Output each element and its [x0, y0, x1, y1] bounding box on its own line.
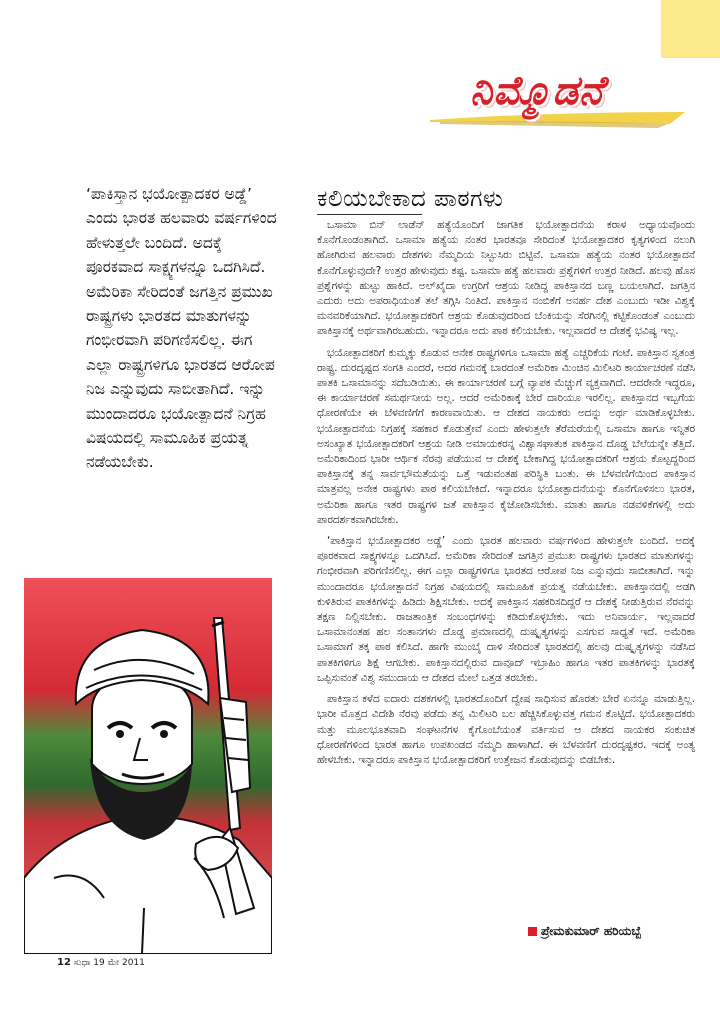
page-folio: [57, 957, 145, 968]
author-name: ಪ್ರೇಮಕುಮಾರ್ ಹರಿಯಬ್ಬೆ: [541, 924, 642, 938]
article-paragraph: ಒಸಾಮಾ ಬಿನ್ ಲಾಡೆನ್ ಹತ್ಯೆಯೊಂದಿಗೆ ಜಾಗತಿಕ ಭಯೋತ್ಪಾದನೆಯ ಕರಾಳ ಅಧ್ಯಾಯವೊಂದು ಕೊನೆಗೊಂಡಂತಾಗಿದೆ. ಒಸಾಮಾ ಹತ್ಯೆಯ ನಂತರ ಭಾರತವೂ ಸೇರಿದಂತೆ ಭಯೋತ್ಪಾದಕರ ಕೃತ್ಯಗಳಿಂದ ನಲುಗಿ ಹೋಗಿರುವ ಹಲವಾರು ದೇಶಗಳು ನೆಮ್ಮದಿಯ ನಿಟ್ಟುಸಿರು ಬಿಟ್ಟಿವೆ. ಒಸಾಮಾ ಹತ್ಯೆಯ ನಂತರ ಭಯೋತ್ಪಾದನೆ ಕೊನೆಗೊಳ್ಳುವುದೇ? ಉತ್ತರ ಹೇಳುವುದು ಕಷ್ಟ. ಒಸಾಮಾ ಹತ್ಯೆ ಹಲವಾರು ಪ್ರಶ್ನೆಗಳಿಗೆ ಉತ್ತರ ನೀಡಿದೆ. ಹಲವು ಹೊಸ ಪ್ರಶ್ನೆಗಳನ್ನು ಹುಟ್ಟು ಹಾಕಿದೆ. ಅಲ್‌ಖೈದಾ ಉಗ್ರರಿಗೆ ಆಶ್ರಯ ನೀಡಿದ್ದ ಪಾಕಿಸ್ತಾನದ ಬಣ್ಣ ಬಯಲಾಗಿದೆ. ಜಗತ್ತಿನ ಎದುರು ಅದು ಅಪರಾಧಿಯಂತೆ ತಲೆ ತಗ್ಗಿಸಿ ನಿಂತಿದೆ. ಪಾಕಿಸ್ತಾನ ನಂಬಿಕೆಗೆ ಅನರ್ಹ ದೇಶ ಎಂಬುದು ಇಡೀ ವಿಶ್ವಕ್ಕೆ ಮನವರಿಕೆಯಾಗಿದೆ. ಭಯೋತ್ಪಾದಕರಿಗೆ ಆಶ್ರಯ ಕೊಡುವುದರಿಂದ ಬೆಂಕಿಯನ್ನು ಸೆರಗಿನಲ್ಲಿ ಕಟ್ಟಿಕೊಂಡಂತೆ ಎಂಬುದು ಪಾಕಿಸ್ತಾನಕ್ಕೆ ಅರ್ಥವಾಗಿರಬಹುದು. ಇನ್ನಾದರೂ ಅದು ಪಾಠ ಕಲಿಯಬೇಕು. ಇಲ್ಲವಾದರೆ ಆ ದೇಶಕ್ಕೆ ಭವಿಷ್ಯ ಇಲ್ಲ.: [317, 219, 695, 338]
article-paragraph: ಪಾಕಿಸ್ತಾನ ಕಳೆದ ಐದಾರು ದಶಕಗಳಲ್ಲಿ ಭಾರತದೊಂದಿಗೆ ದ್ವೇಷ ಸಾಧಿಸುವ ಹೊರತು ಬೇರೆ ಏನನ್ನೂ ಮಾಡುತ್ತಿಲ್ಲ. ಭಾರೀ ಮೊತ್ತದ ವಿದೇಶಿ ನೆರವು ಪಡೆದು ತನ್ನ ಮಿಲಿಟರಿ ಬಲ ಹೆಚ್ಚಿಸಿಕೊಳ್ಳುವತ್ತ ಗಮನ ಕೊಟ್ಟಿದೆ. ಭಯೋತ್ಪಾದಕರು ಮತ್ತು ಮೂಲಭೂತವಾದಿ ಸಂಘಟನೆಗಳ ಕೈಗೊಂಬೆಯಂತೆ ವರ್ತಿಸುವ ಆ ದೇಶದ ನಾಯಕರ ಸಂಕುಚಿತ ಧೋರಣೆಗಳಿಂದ ಭಾರತ ಹಾಗೂ ಉಪಖಂಡದ ನೆಮ್ಮದಿ ಹಾಳಾಗಿದೆ. ಈ ಬೆಳವಣಿಗೆ ದುರದೃಷ್ಟಕರ. ಇದಕ್ಕೆ ಅಂತ್ಯ ಹೇಳಬೇಕು. ಇನ್ನಾದರೂ ಪಾಕಿಸ್ತಾನ ಭಯೋತ್ಪಾದಕರಿಗೆ ಉತ್ತೇಜನ ಕೊಡುವುದನ್ನು ಬಿಡಬೇಕು.: [317, 693, 695, 766]
byline-marker: [528, 927, 537, 936]
author-byline: [528, 924, 641, 939]
portrait-illustration: [24, 578, 272, 954]
article-paragraph: ಭಯೋತ್ಪಾದಕರಿಗೆ ಕುಮ್ಮಕ್ಕು ಕೊಡುವ ಅನೇಕ ರಾಷ್ಟ್ರಗಳಿಗೂ ಒಸಾಮಾ ಹತ್ಯೆ ಎಚ್ಚರಿಕೆಯ ಗಂಟೆ. ಪಾಕಿಸ್ತಾನ ಸ್ವತಂತ್ರ ರಾಷ್ಟ್ರ. ದುರದೃಷ್ಟದ ಸಂಗತಿ ಎಂದರೆ, ಅದರ ಗಮನಕ್ಕೆ ಬಾರದಂತೆ ಅಮೆರಿಕಾ ಮಿಂಚಿನ ಮಿಲಿಟರಿ ಕಾರ್ಯಾಚರಣೆ ನಡೆಸಿ ಪಾತಕಿ ಒಸಾಮಾನನ್ನು ಸದೆಬಡಿಯಿತು. ಈ ಕಾರ್ಯಾಚರಣೆ ಬಗ್ಗೆ ವ್ಯಾಪಕ ಮೆಚ್ಚುಗೆ ವ್ಯಕ್ತವಾಗಿದೆ. ಆದರೇನೇ ಇದ್ದರೂ, ಈ ಕಾರ್ಯಾಚರಣೆ ಸಮರ್ಥನೀಯ ಅಲ್ಲ. ಆದರೆ ಅಮೆರಿಕಾಕ್ಕೆ ಬೇರೆ ದಾರಿಯೂ ಇರಲಿಲ್ಲ. ಪಾಕಿಸ್ತಾನದ ಇಬ್ಬಗೆಯ ಧೋರಣೆಯೇ ಈ ಬೆಳವಣಿಗೆಗೆ ಕಾರಣವಾಯಿತು. ಆ ದೇಶದ ನಾಯಕರು ಅದನ್ನು ಅರ್ಥ ಮಾಡಿಕೊಳ್ಳಬೇಕು. ಭಯೋತ್ಪಾದನೆಯ ನಿಗ್ರಹಕ್ಕೆ ಸಹಕಾರ ಕೊಡುತ್ತೇವೆ ಎಂದು ಹೇಳುತ್ತಲೇ ತೆರೆಮರೆಯಲ್ಲಿ ಒಸಾಮಾ ಹಾಗೂ ಇನ್ನಿತರ ಅಸಂಖ್ಯಾತ ಭಯೋತ್ಪಾದಕರಿಗೆ ಆಶ್ರಯ ನೀಡಿ ಅಮಾಯಕರನ್ನ ವಿಶ್ವಾಸಘಾತುಕ ಪಾಕಿಸ್ತಾನ ದೊಡ್ಡ ಬೆಲೆಯನ್ನೇ ತೆತ್ತಿದೆ. ಅಮೆರಿಕಾದಿಂದ ಭಾರೀ ಆರ್ಥಿಕ ನೆರವು ಪಡೆಯುವ ಆ ದೇಶಕ್ಕೆ ಬೇಕಾಗಿದ್ದ ಭಯೋತ್ಪಾದಕರಿಗೆ ಆಶ್ರಯ ಕೊಟ್ಟದ್ದರಿಂದ ಪಾಕಿಸ್ತಾನಕ್ಕೆ ತನ್ನ ಸಾರ್ವಭೌಮತೆಯನ್ನು ಒತ್ತೆ ಇಡುವಂತಹ ಪರಿಸ್ಥಿತಿ ಬಂತು. ಈ ಬೆಳವಣಿಗೆಯಿಂದ ಪಾಕಿಸ್ತಾನ ಮಾತ್ರವಲ್ಲ ಅನೇಕ ರಾಷ್ಟ್ರಗಳು ಪಾಠ ಕಲಿಯಬೇಕಿದೆ. ಇನ್ನಾದರೂ ಭಯೋತ್ಪಾದನೆಯನ್ನು ಕೊನೆಗೊಳಿಸಲು ಭಾರತ, ಅಮೆರಿಕಾ ಹಾಗೂ ಇತರ ರಾಷ್ಟ್ರಗಳ ಜತೆ ಪಾಕಿಸ್ತಾನ ಕೈಜೋಡಿಸಬೇಕು. ಮಾತು ಹಾಗೂ ನಡವಳಿಕೆಗಳಲ್ಲಿ ಅದು ಪಾರದರ್ಶಕವಾಗಿರಬೇಕು.: [317, 346, 695, 526]
portrait-graphic: [24, 578, 272, 954]
article-paragraph: ‘ಪಾಕಿಸ್ತಾನ ಭಯೋತ್ಪಾದಕರ ಅಡ್ಡೆ’ ಎಂದು ಭಾರತ ಹಲವಾರು ವರ್ಷಗಳಿಂದ ಹೇಳುತ್ತಲೇ ಬಂದಿದೆ. ಅದಕ್ಕೆ ಪೂರಕವಾದ ಸಾಕ್ಷ್ಯಗಳನ್ನೂ ಒದಗಿಸಿದೆ. ಅಮೆರಿಕಾ ಸೇರಿದಂತೆ ಜಗತ್ತಿನ ಪ್ರಮುಖ ರಾಷ್ಟ್ರಗಳು ಭಾರತದ ಮಾತುಗಳನ್ನು ಗಂಭೀರವಾಗಿ ಪರಿಗಣಿಸಲಿಲ್ಲ. ಈಗ ಎಲ್ಲಾ ರಾಷ್ಟ್ರಗಳಿಗೂ ಭಾರತದ ಆರೋಪ ನಿಜ ಎನ್ನುವುದು ಸಾಬೀತಾಗಿದೆ. ಇನ್ನು ಮುಂದಾದರೂ ಭಯೋತ್ಪಾದನೆ ನಿಗ್ರಹ ವಿಷಯದಲ್ಲಿ ಸಾಮೂಹಿಕ ಪ್ರಯತ್ನ ನಡೆಯಬೇಕು. ಪಾಕಿಸ್ತಾನದಲ್ಲಿ ಅಡಗಿ ಕುಳಿತಿರುವ ಪಾತಕಿಗಳನ್ನು ಹಿಡಿದು ಶಿಕ್ಷಿಸಬೇಕು. ಅದಕ್ಕೆ ಪಾಕಿಸ್ತಾನ ಸಹಕರಿಸದಿದ್ದರೆ ಆ ದೇಶಕ್ಕೆ ನೀಡುತ್ತಿರುವ ನೆರವನ್ನು ತಕ್ಷಣ ನಿಲ್ಲಿಸಬೇಕು. ರಾಜತಾಂತ್ರಿಕ ಸಂಬಂಧಗಳನ್ನು ಕಡಿದುಕೊಳ್ಳಬೇಕು. ಇದು ಅನಿವಾರ್ಯ. ಇಲ್ಲವಾದರೆ ಒಸಾಮಾನಂತಹ ಹಲ ಸಂತಾನಗಳು ದೊಡ್ಡ ಪ್ರಮಾಣದಲ್ಲಿ ದುಷ್ಕೃತ್ಯಗಳನ್ನು ಎಸಗುವ ಸಾಧ್ಯತೆ ಇದೆ. ಅಮೆರಿಕಾ ಒಸಾಮಾಗೆ ತಕ್ಕ ಪಾಠ ಕಲಿಸಿದೆ. ಹಾಗೇ ಮುಂಬೈ ದಾಳಿ ಸೇರಿದಂತೆ ಭಾರತದಲ್ಲಿ ಹಲವು ದುಷ್ಕೃತ್ಯಗಳನ್ನು ನಡೆಸಿದ ಪಾತಕಿಗಳಿಗೂ ಶಿಕ್ಷೆ ಆಗಬೇಕು. ಪಾಕಿಸ್ತಾನದಲ್ಲಿರುವ ದಾವೂದ್ ಇಬ್ರಾಹಿಂ ಹಾಗೂ ಇತರ ಪಾತಕಿಗಳನ್ನು ಭಾರತಕ್ಕೆ ಒಪ್ಪಿಸುವಂತೆ ವಿಶ್ವ ಸಮುದಾಯ ಆ ದೇಶದ ಮೇಲೆ ಒತ್ತಡ ತರಬೇಕು.: [317, 535, 695, 684]
article-body: [317, 218, 695, 774]
article-title: ಕಲಿಯಬೇಕಾದ ಪಾಠಗಳು: [317, 186, 504, 212]
issue-info: ಸುಧಾ 19 ಮೇ 2011: [73, 958, 145, 968]
pull-quote: ‘ಪಾಕಿಸ್ತಾನ ಭಯೋತ್ಪಾದಕರ ಅಡ್ಡೆ’ ಎಂದು ಭಾರತ ಹಲವಾರು ವರ್ಷಗಳಿಂದ ಹೇಳುತ್ತಲೇ ಬಂದಿದೆ. ಅದಕ್ಕೆ ಪೂರಕವಾದ ಸಾಕ್ಷ್ಯಗಳನ್ನೂ ಒದಗಿಸಿದೆ. ಅಮೆರಿಕಾ ಸೇರಿದಂತೆ ಜಗತ್ತಿನ ಪ್ರಮುಖ ರಾಷ್ಟ್ರಗಳು ಭಾರತದ ಮಾತುಗಳನ್ನು ಗಂಭೀರವಾಗಿ ಪರಿಗಣಿಸಲಿಲ್ಲ. ಈಗ ಎಲ್ಲಾ ರಾಷ್ಟ್ರಗಳಿಗೂ ಭಾರತದ ಆರೋಪ ನಿಜ ಎನ್ನುವುದು ಸಾಬೀತಾಗಿದೆ. ಇನ್ನು ಮುಂದಾದರೂ ಭಯೋತ್ಪಾದನೆ ನಿಗ್ರಹ ವಿಷಯದಲ್ಲಿ ಸಾಮೂಹಿಕ ಪ್ರಯತ್ನ ನಡೆಯಬೇಕು.: [86, 185, 277, 472]
section-masthead: [430, 62, 690, 142]
title-underline: [317, 214, 422, 215]
page-number: 12: [57, 957, 71, 968]
corner-color-tab: [661, 0, 720, 58]
masthead-title: ನಿಮ್ಮೊಡನೆ: [470, 68, 604, 114]
